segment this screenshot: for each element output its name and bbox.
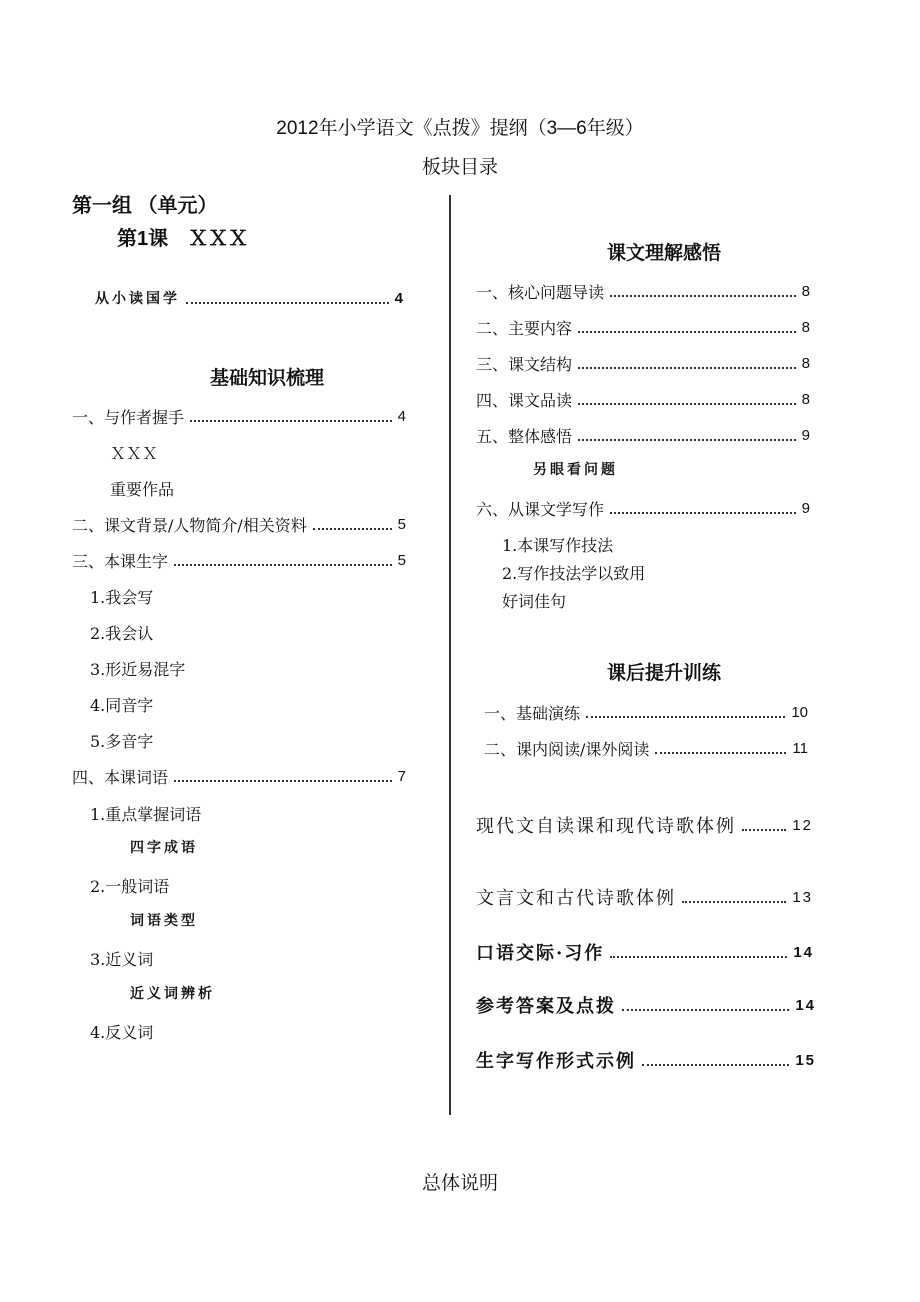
entry-label: 近义词辨析 bbox=[130, 986, 215, 1002]
document-title: 2012年小学语文《点拨》提纲（3—6年级） bbox=[276, 118, 644, 139]
dot-leader bbox=[174, 564, 392, 566]
dot-leader bbox=[610, 512, 796, 514]
dot-leader bbox=[642, 1064, 789, 1066]
entry-label: 第1课 ＸＸＸ bbox=[117, 227, 249, 250]
entry-label: 重要作品 bbox=[110, 479, 175, 499]
left-toc-entry bbox=[90, 620, 153, 644]
entry-page-number: 8 bbox=[801, 390, 810, 408]
entry-page-number: 9 bbox=[801, 426, 810, 444]
entry-page-number: 7 bbox=[397, 767, 406, 785]
right-toc-entry[interactable] bbox=[476, 883, 813, 911]
right-toc-entry bbox=[502, 588, 566, 612]
entry-label: 好词佳句 bbox=[502, 591, 567, 611]
entry-label: 另眼看问题 bbox=[533, 462, 618, 478]
dot-leader bbox=[610, 956, 787, 958]
left-toc-entry bbox=[130, 981, 215, 1005]
left-toc-entry bbox=[72, 191, 218, 215]
entry-page-number: 9 bbox=[801, 499, 810, 517]
left-toc-entry[interactable] bbox=[72, 548, 406, 572]
entry-label: 二、课文背景/人物简介/相关资料 bbox=[72, 515, 307, 535]
right-toc-entry[interactable] bbox=[476, 423, 810, 447]
dot-leader bbox=[578, 331, 796, 333]
right-toc-entry[interactable] bbox=[476, 938, 814, 966]
entry-label: 现代文自读课和现代诗歌体例 bbox=[476, 816, 736, 837]
entry-label: 三、课文结构 bbox=[476, 354, 573, 374]
entry-label: 参考答案及点拨 bbox=[476, 996, 616, 1017]
dot-leader bbox=[190, 420, 392, 422]
entry-label: 四字成语 bbox=[130, 840, 198, 856]
left-toc-entry bbox=[130, 835, 198, 859]
entry-label: 五、整体感悟 bbox=[476, 426, 573, 446]
left-toc-entry bbox=[90, 692, 153, 716]
entry-label: 六、从课文学写作 bbox=[476, 499, 605, 519]
entry-page-number: 8 bbox=[801, 354, 810, 372]
right-toc-entry bbox=[533, 457, 618, 481]
entry-page-number: 8 bbox=[801, 282, 810, 300]
entry-label: 1.本课写作技法 bbox=[502, 535, 614, 555]
left-toc-entry bbox=[90, 946, 153, 970]
right-toc-entry[interactable] bbox=[476, 811, 813, 839]
entry-label: 4.反义词 bbox=[90, 1022, 154, 1042]
dot-leader bbox=[622, 1009, 789, 1011]
right-toc-entry bbox=[476, 239, 852, 263]
entry-page-number: 14 bbox=[795, 996, 816, 1014]
right-toc-entry[interactable] bbox=[476, 496, 810, 520]
left-toc-entry bbox=[117, 224, 248, 248]
left-toc-entry[interactable] bbox=[72, 512, 406, 536]
entry-label: 词语类型 bbox=[130, 913, 198, 929]
entry-label: 2.一般词语 bbox=[90, 876, 170, 896]
right-toc-entry[interactable] bbox=[484, 736, 808, 760]
document-subtitle: 板块目录 bbox=[421, 157, 498, 178]
footer-heading: 总体说明 bbox=[421, 1173, 498, 1194]
entry-page-number: 13 bbox=[792, 888, 813, 906]
entry-label: 第一组 （单元） bbox=[72, 194, 218, 217]
left-toc-entry[interactable] bbox=[72, 404, 406, 428]
left-toc-entry bbox=[90, 728, 153, 752]
entry-label: 2.写作技法学以致用 bbox=[502, 563, 646, 583]
dot-leader bbox=[610, 295, 796, 297]
left-toc-entry bbox=[90, 801, 201, 825]
entry-label: 一、与作者握手 bbox=[72, 407, 185, 427]
right-toc-entry[interactable] bbox=[476, 315, 810, 339]
entry-label: 四、本课词语 bbox=[72, 767, 169, 787]
right-toc-entry bbox=[476, 659, 852, 683]
right-toc-entry[interactable] bbox=[476, 991, 816, 1019]
entry-label: 从小读国学 bbox=[95, 291, 180, 307]
entry-page-number: 10 bbox=[791, 703, 808, 721]
left-toc-entry bbox=[110, 440, 158, 464]
entry-label: 3.近义词 bbox=[90, 949, 154, 969]
entry-page-number: 8 bbox=[801, 318, 810, 336]
right-toc-entry[interactable] bbox=[476, 387, 810, 411]
entry-label: 5.多音字 bbox=[90, 731, 154, 751]
entry-label: 四、课文品读 bbox=[476, 390, 573, 410]
left-toc-entry bbox=[90, 873, 169, 897]
entry-page-number: 11 bbox=[792, 739, 808, 757]
entry-label: 4.同音字 bbox=[90, 695, 154, 715]
dot-leader bbox=[655, 752, 786, 754]
entry-label: 1.我会写 bbox=[90, 587, 154, 607]
entry-label: 二、主要内容 bbox=[476, 318, 573, 338]
entry-label: 生字写作形式示例 bbox=[476, 1051, 636, 1072]
left-toc-entry bbox=[90, 584, 153, 608]
dot-leader bbox=[682, 901, 786, 903]
right-toc-entry bbox=[502, 532, 613, 556]
right-toc-entry bbox=[502, 560, 645, 584]
dot-leader bbox=[578, 439, 796, 441]
entry-label: ＸＸＸ bbox=[110, 443, 159, 463]
entry-label: 一、核心问题导读 bbox=[476, 282, 605, 302]
entry-page-number: 4 bbox=[394, 289, 406, 307]
dot-leader bbox=[578, 403, 796, 405]
entry-label: 文言文和古代诗歌体例 bbox=[476, 888, 676, 909]
right-toc-entry[interactable] bbox=[476, 1046, 816, 1074]
left-toc-entry bbox=[130, 908, 198, 932]
right-toc-entry[interactable] bbox=[484, 700, 808, 724]
entry-page-number: 12 bbox=[792, 816, 813, 834]
left-toc-entry bbox=[72, 364, 462, 388]
left-toc-entry bbox=[90, 656, 185, 680]
left-toc-entry[interactable] bbox=[95, 286, 406, 310]
dot-leader bbox=[586, 716, 785, 718]
entry-page-number: 5 bbox=[397, 515, 406, 533]
entry-label: 2.我会认 bbox=[90, 623, 154, 643]
entry-label: 课文理解感悟 bbox=[606, 242, 721, 264]
dot-leader bbox=[186, 302, 389, 304]
entry-page-number: 4 bbox=[397, 407, 406, 425]
entry-label: 3.形近易混字 bbox=[90, 659, 186, 679]
entry-label: 一、基础演练 bbox=[484, 703, 581, 723]
dot-leader bbox=[174, 780, 392, 782]
left-toc-entry bbox=[110, 476, 174, 500]
right-toc-entry[interactable] bbox=[476, 351, 810, 375]
entry-label: 基础知识梳理 bbox=[209, 367, 324, 389]
entry-label: 二、课内阅读/课外阅读 bbox=[484, 739, 650, 759]
left-toc-entry[interactable] bbox=[72, 764, 406, 788]
left-toc-entry bbox=[90, 1019, 153, 1043]
entry-page-number: 15 bbox=[795, 1051, 816, 1069]
entry-label: 口语交际·习作 bbox=[476, 943, 605, 964]
dot-leader bbox=[742, 829, 786, 831]
dot-leader bbox=[313, 528, 392, 530]
dot-leader bbox=[578, 367, 796, 369]
entry-label: 三、本课生字 bbox=[72, 551, 169, 571]
entry-label: 课后提升训练 bbox=[606, 662, 721, 684]
entry-page-number: 14 bbox=[793, 943, 814, 961]
entry-page-number: 5 bbox=[397, 551, 406, 569]
right-toc-entry[interactable] bbox=[476, 279, 810, 303]
entry-label: 1.重点掌握词语 bbox=[90, 804, 202, 824]
column-divider bbox=[449, 195, 451, 1115]
